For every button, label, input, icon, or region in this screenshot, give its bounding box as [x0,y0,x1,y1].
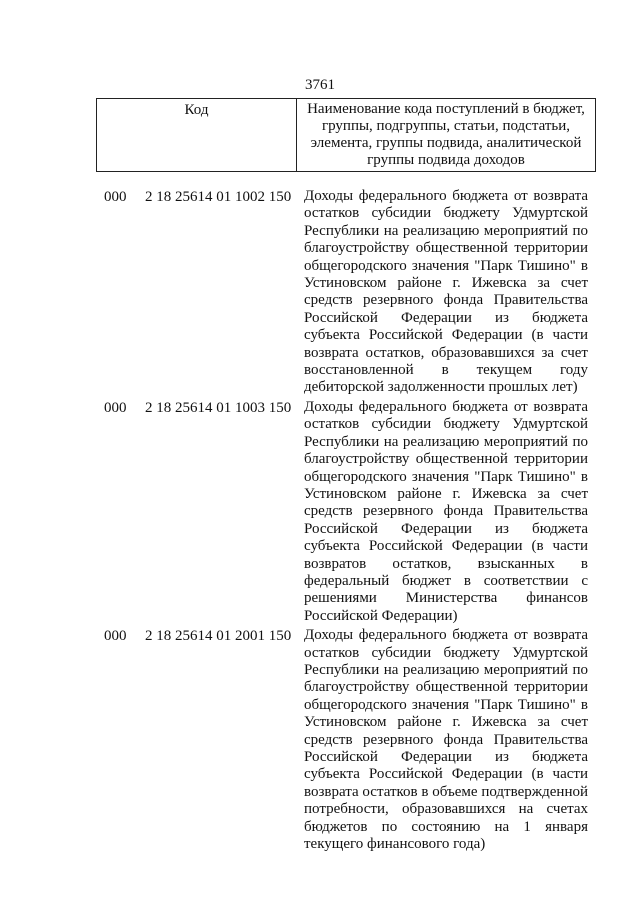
row-admin-code: 000 [104,628,127,645]
table-header [96,98,596,172]
header-name-label: Наименование кода поступлений в бюджет, группы, подгруппы, статьи, подстатьи, элемента, группы подвида, аналитической группы подвида доходов [307,101,585,168]
row-revenue-code: 2 18 25614 01 1002 150 [145,189,292,205]
table-row [0,399,640,625]
page-number: 3761 [305,77,335,93]
row-description: Доходы федерального бюджета от возврата остатков субсидии бюджету Удмуртской Республики на реализацию мероприятий по благоустройству общественной территории общегородского значения "Парк Тишино" в Устиновском районе г. Ижевска за счет средств резервного фонда Правительства Российской Федерации из бюджета субъекта Российской Федерации (в части возвратов остатков, взысканных в федеральный бюджет в соответствии с решениями Министерства финансов Российской Федерации) [304,398,588,624]
row-description: Доходы федерального бюджета от возврата остатков субсидии бюджету Удмуртской Республики на реализацию мероприятий по благоустройству общественной территории общегородского значения "Парк Тишино" в Устиновском районе г. Ижевска за счет средств резервного фонда Правительства Российской Федерации из бюджета субъекта Российской Федерации (в части возврата остатков в объеме подтвержденной потребности, образовавшихся на счетах бюджетов по состоянию на 1 января текущего финансового года) [304,627,588,853]
row-revenue-code: 2 18 25614 01 2001 150 [145,628,292,645]
row-admin-code: 000 [104,189,127,205]
table-body [0,188,640,853]
row-revenue-code: 2 18 25614 01 1003 150 [145,399,292,416]
row-description: Доходы федерального бюджета от возврата остатков субсидии бюджету Удмуртской Республики на реализацию мероприятий по благоустройству общественной территории общегородского значения "Парк Тишино" в Устиновском районе г. Ижевска за счет средств резервного фонда Правительства Российской Федерации из бюджета субъекта Российской Федерации (в части возврата остатков, образовавшихся за счет восстановленной в текущем году дебиторской задолженности прошлых лет) [304,188,588,396]
header-code-label: Код [97,99,297,171]
row-admin-code: 000 [104,399,127,416]
table-row [0,627,640,853]
table-row [0,188,640,397]
